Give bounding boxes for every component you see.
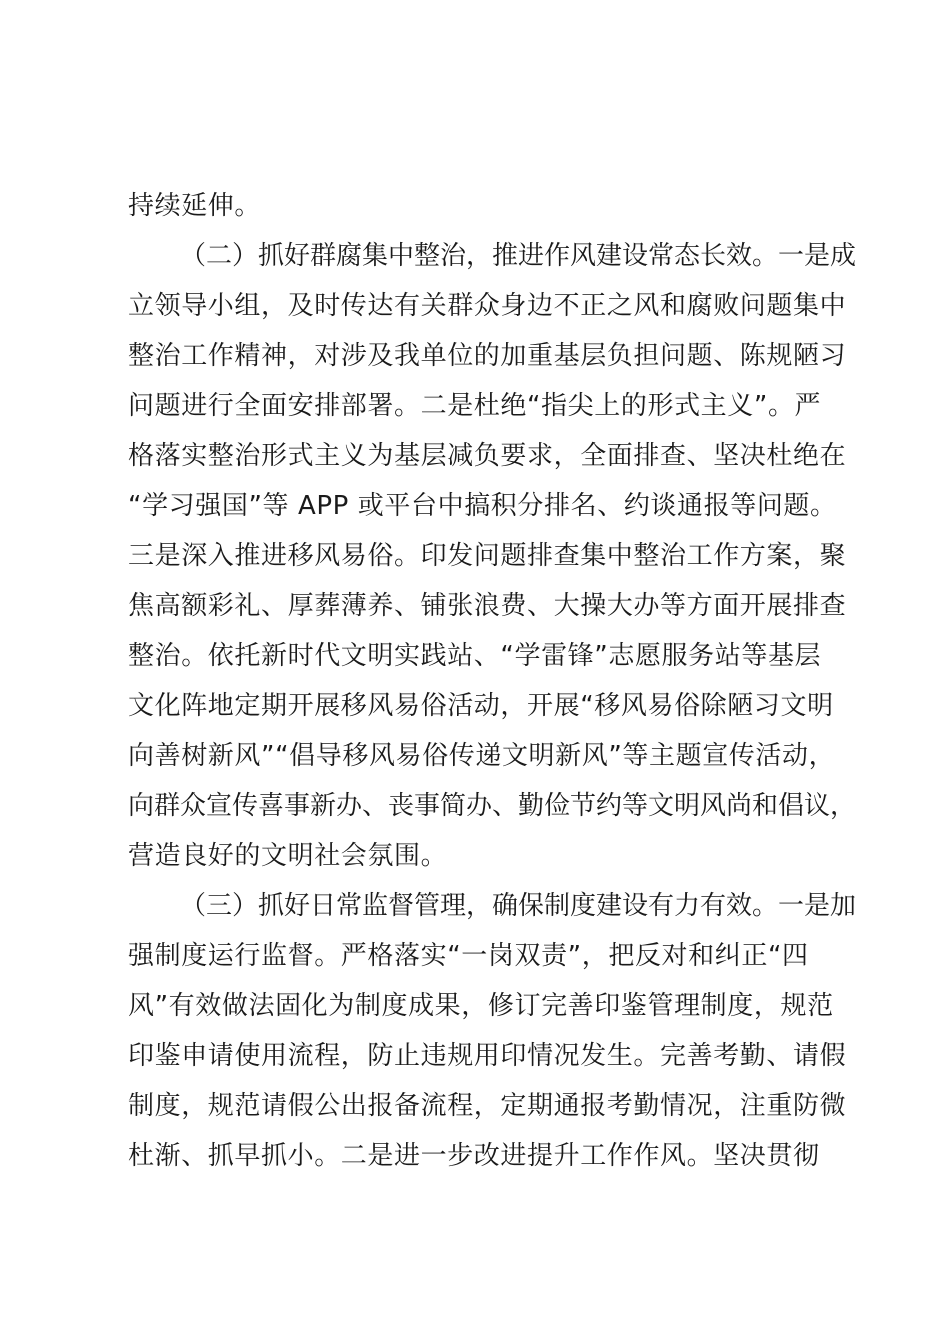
text-line: （二）抓好群腐集中整治，推进作风建设常态长效。一是成 bbox=[180, 241, 857, 271]
text-line: 持续延伸。 bbox=[128, 191, 262, 221]
text-line: 风”有效做法固化为制度成果，修订完善印鉴管理制度，规范 bbox=[128, 991, 834, 1021]
text-line: 制度，规范请假公出报备流程，定期通报考勤情况，注重防微 bbox=[128, 1091, 847, 1121]
text-line: 问题进行全面安排部署。二是杜绝“指尖上的形式主义”。严 bbox=[128, 391, 822, 421]
text-line: “学习强国”等 APP 或平台中搞积分排名、约谈通报等问题。 bbox=[128, 491, 837, 521]
text-line: 整治。依托新时代文明实践站、“学雷锋”志愿服务站等基层 bbox=[128, 641, 822, 671]
text-line: 杜渐、抓早抓小。二是进一步改进提升工作作风。坚决贯彻 bbox=[128, 1141, 820, 1171]
text-line: 立领导小组，及时传达有关群众身边不正之风和腐败问题集中 bbox=[128, 291, 847, 321]
text-line: 营造良好的文明社会氛围。 bbox=[128, 841, 448, 871]
text-line: （三）抓好日常监督管理，确保制度建设有力有效。一是加 bbox=[180, 891, 857, 921]
text-line: 印鉴申请使用流程，防止违规用印情况发生。完善考勤、请假 bbox=[128, 1041, 847, 1071]
text-line: 向群众宣传喜事新办、丧事简办、勤俭节约等文明风尚和倡议， bbox=[128, 791, 857, 821]
text-line: 文化阵地定期开展移风易俗活动，开展“移风易俗除陋习文明 bbox=[128, 691, 834, 721]
text-line: 强制度运行监督。严格落实“一岗双责”，把反对和纠正“四 bbox=[128, 941, 809, 971]
text-line: 整治工作精神，对涉及我单位的加重基层负担问题、陈规陋习 bbox=[128, 341, 847, 371]
text-line: 格落实整治形式主义为基层减负要求，全面排查、坚决杜绝在 bbox=[128, 441, 847, 471]
text-line: 三是深入推进移风易俗。印发问题排查集中整治工作方案，聚 bbox=[128, 541, 847, 571]
text-line: 焦高额彩礼、厚葬薄养、铺张浪费、大操大办等方面开展排查 bbox=[128, 591, 847, 621]
text-line: 向善树新风”“倡导移风易俗传递文明新风”等主题宣传活动， bbox=[128, 741, 836, 771]
